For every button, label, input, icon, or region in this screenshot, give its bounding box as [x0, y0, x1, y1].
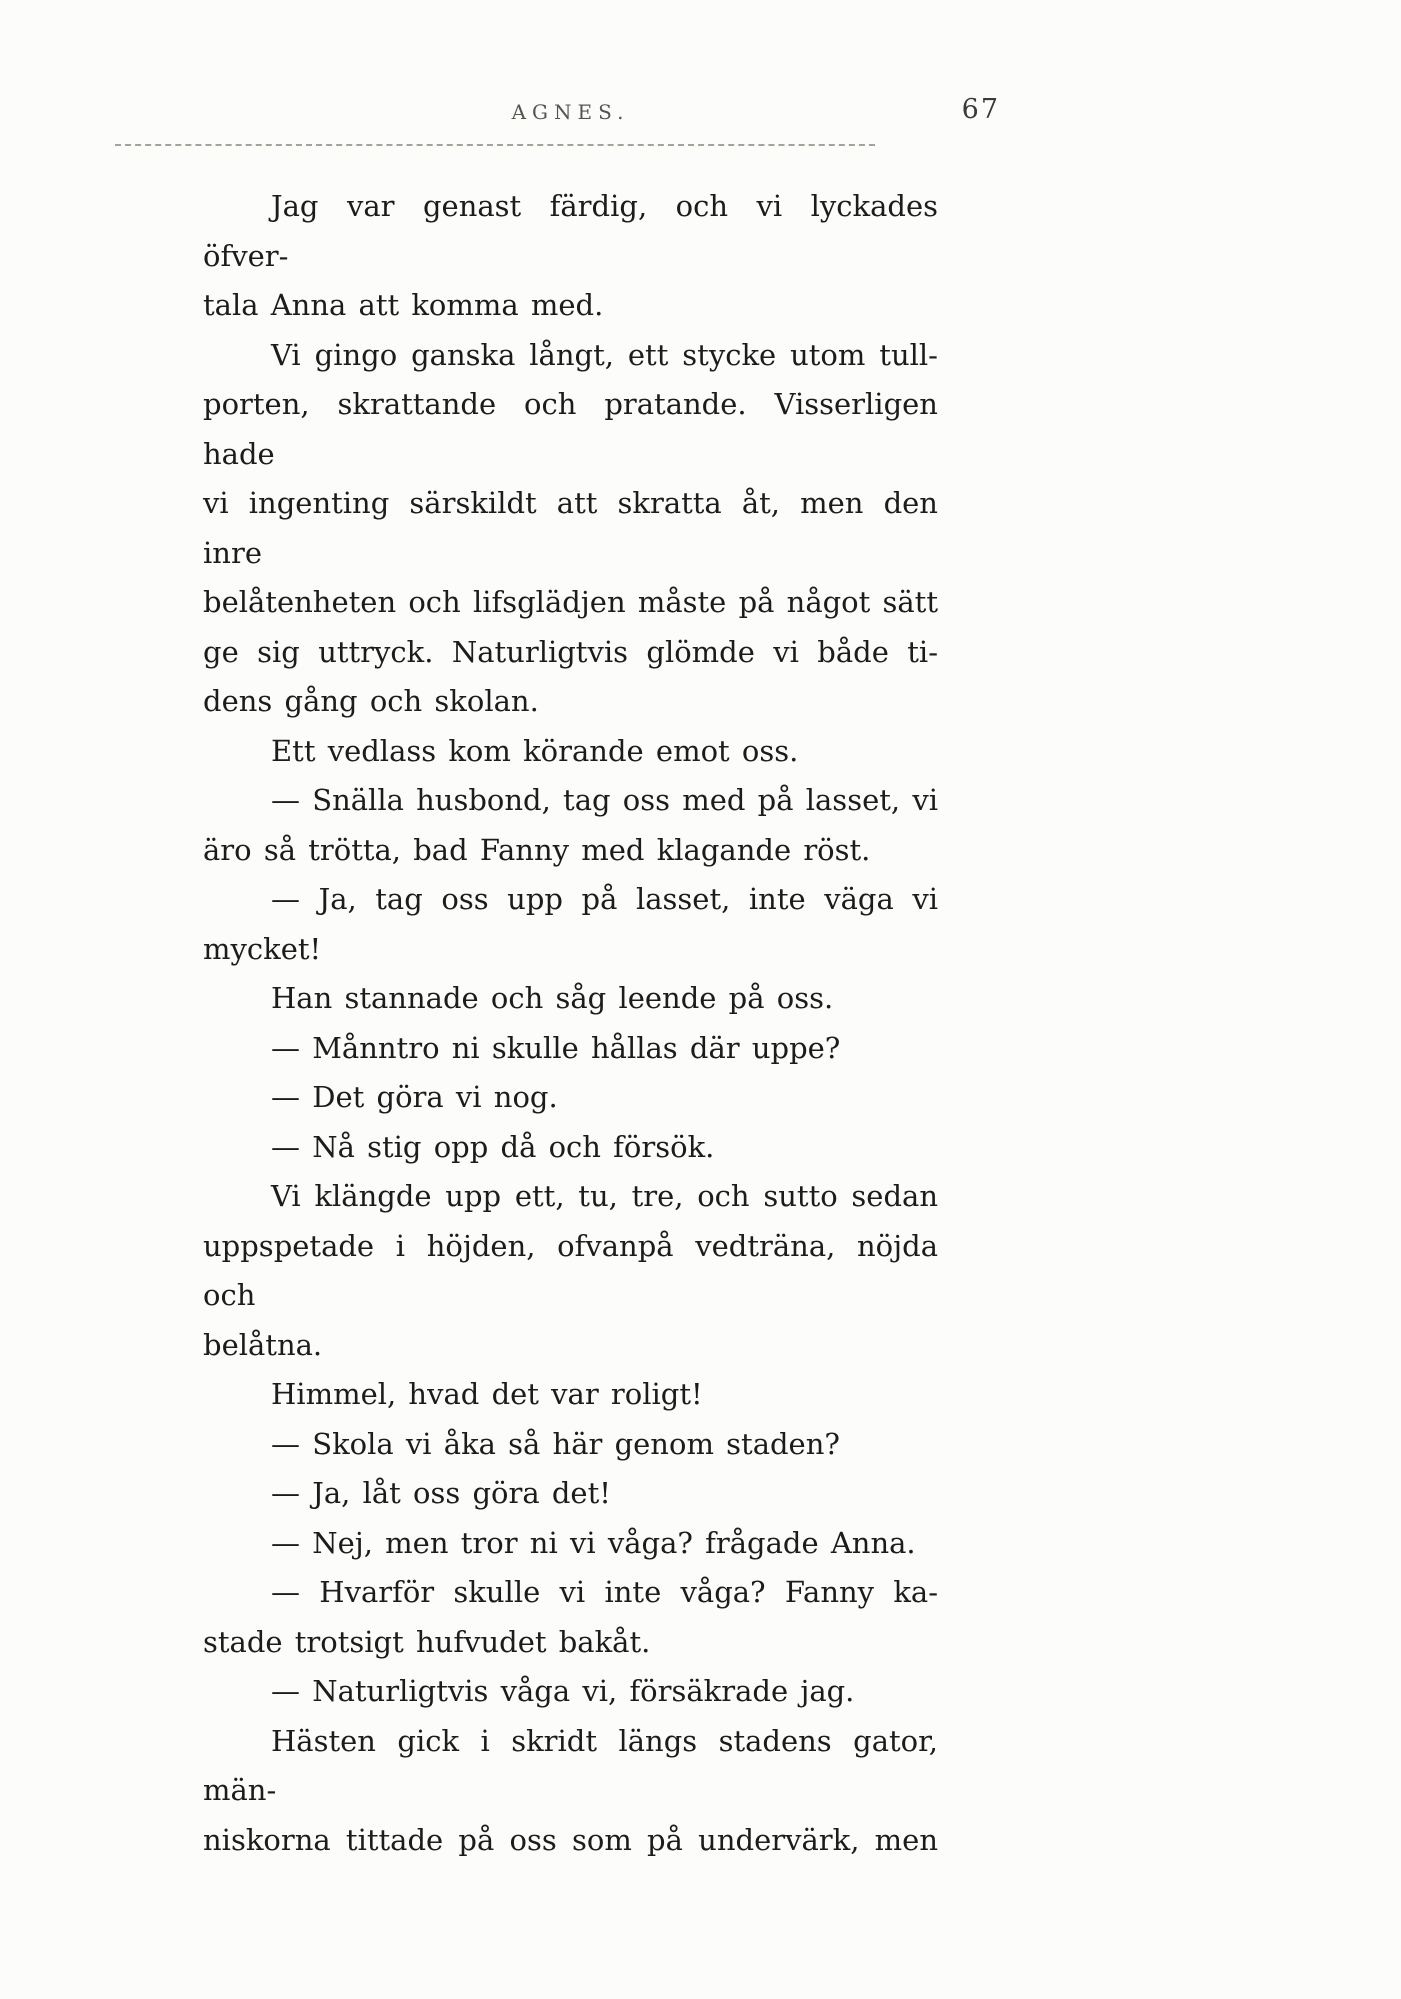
text-column	[203, 94, 1000, 1865]
text-line: belåtna.	[203, 1327, 323, 1362]
text-line: Vi klängde upp ett, tu, tre, och sutto sedan	[271, 1179, 938, 1213]
text-line: — Snälla husbond, tag oss med på lasset, vi	[271, 783, 938, 817]
text-line: — Ja, tag oss upp på lasset, inte väga vi	[271, 882, 938, 916]
paragraph	[203, 1073, 938, 1123]
paragraph	[203, 1469, 938, 1519]
paragraph	[203, 1667, 938, 1717]
text-line: uppspetade i höjden, ofvanpå vedträna, nöjda och	[203, 1228, 938, 1312]
paragraph	[203, 1717, 938, 1866]
paragraph	[203, 1370, 938, 1420]
paragraph	[203, 1024, 938, 1074]
text-line: mycket!	[203, 931, 322, 966]
paragraph	[203, 331, 938, 727]
text-line: Han stannade och såg leende på oss.	[271, 981, 834, 1015]
text-line: ge sig uttryck. Naturligtvis glömde vi både ti-	[203, 634, 938, 669]
paragraph	[203, 1420, 938, 1470]
text-line: belåtenheten och lifsglädjen måste på något sätt	[203, 585, 938, 619]
text-line: Hästen gick i skridt längs stadens gator, män-	[203, 1723, 938, 1807]
paragraph	[203, 1172, 938, 1370]
text-line: Himmel, hvad det var roligt!	[271, 1377, 703, 1411]
text-line: — Månntro ni skulle hållas där uppe?	[271, 1030, 841, 1065]
paragraph	[203, 974, 938, 1024]
text-line: porten, skrattande och pratande. Visserligen hade	[203, 387, 938, 471]
body-text	[203, 182, 938, 1865]
text-line: tala Anna att komma med.	[203, 288, 604, 322]
text-line: Jag var genast färdig, och vi lyckades öfver-	[203, 189, 938, 273]
text-line: — Naturligtvis våga vi, försäkrade jag.	[271, 1674, 855, 1708]
paragraph	[203, 1568, 938, 1667]
paragraph	[203, 1519, 938, 1569]
paragraph	[203, 776, 938, 875]
text-line: vi ingenting särskildt att skratta åt, men den inre	[203, 486, 938, 570]
paragraph	[203, 875, 938, 974]
text-line: äro så trötta, bad Fanny med klagande röst.	[203, 832, 871, 867]
text-line: — Det göra vi nog.	[271, 1080, 558, 1114]
text-line: stade trotsigt hufvudet bakåt.	[203, 1624, 651, 1659]
text-line: — Hvarför skulle vi inte våga? Fanny ka-	[271, 1575, 938, 1609]
text-line: — Nej, men tror ni vi våga? frågade Anna.	[271, 1525, 916, 1560]
paragraph	[203, 727, 938, 777]
text-line: Vi gingo ganska långt, ett stycke utom tull-	[271, 337, 938, 372]
text-line: Ett vedlass kom körande emot oss.	[271, 733, 799, 768]
text-line: — Ja, låt oss göra det!	[271, 1476, 611, 1510]
text-line: — Nå stig opp då och försök.	[271, 1129, 715, 1164]
header-rule	[115, 144, 875, 146]
text-line: niskorna tittade på oss som på undervärk, men	[203, 1822, 938, 1857]
page-header	[203, 94, 1000, 134]
text-line: — Skola vi åka så här genom staden?	[271, 1426, 840, 1461]
paragraph	[203, 1123, 938, 1173]
running-title: AGNES.	[511, 100, 630, 124]
paragraph	[203, 182, 938, 331]
text-line: dens gång och skolan.	[203, 684, 539, 718]
page-number: 67	[961, 94, 1000, 125]
